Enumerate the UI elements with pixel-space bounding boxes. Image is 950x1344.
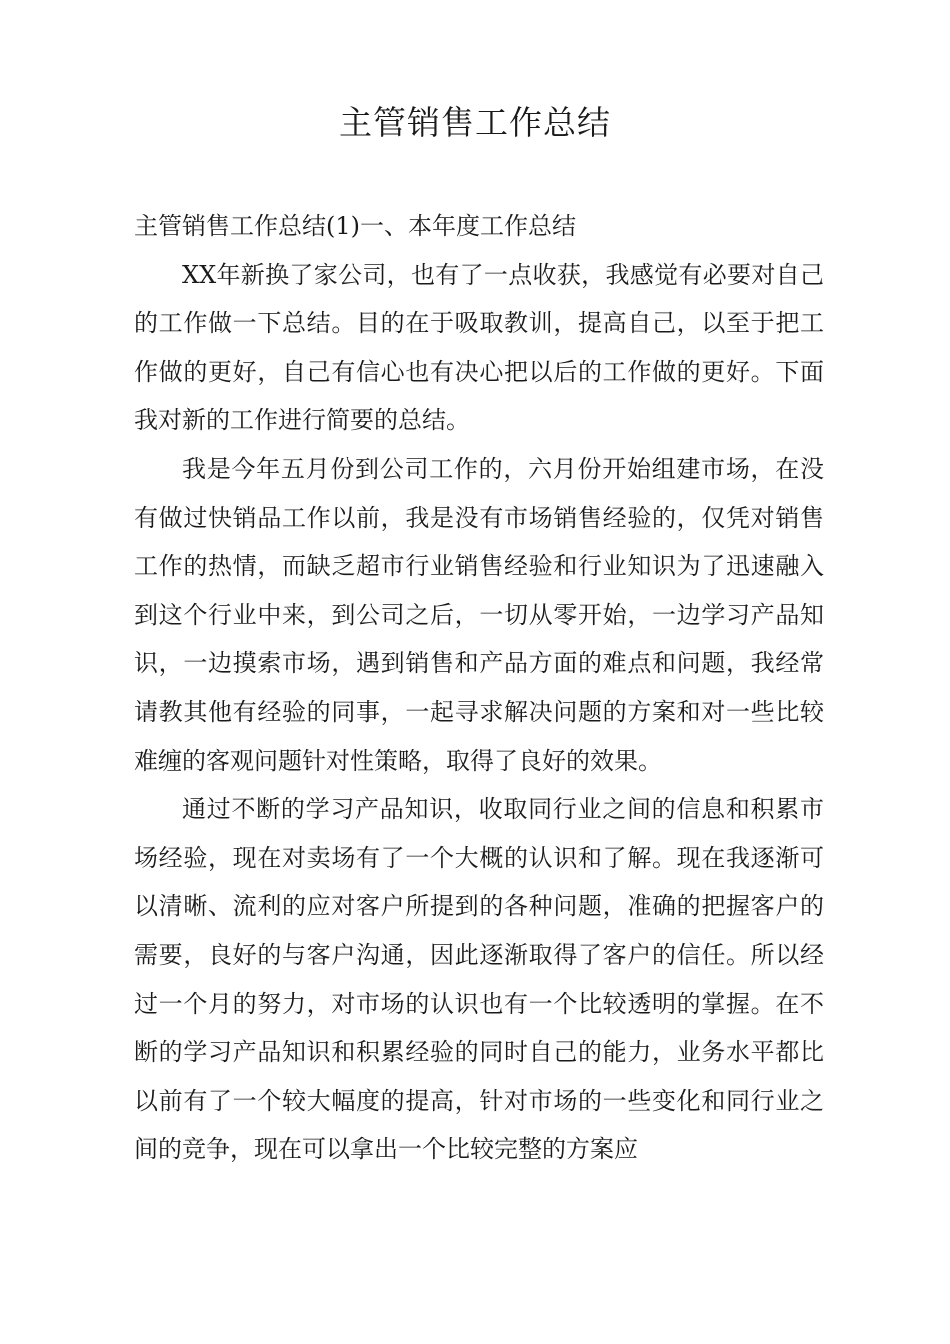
document-body [134,202,824,1174]
paragraph-3: 通过不断的学习产品知识，收取同行业之间的信息和积累市场经验，现在对卖场有了一个大概的认识和了解。现在我逐渐可以清晰、流利的应对客户所提到的各种问题，准确的把握客户的需要，良好的与客户沟通，因此逐渐取得了客户的信任。所以经过一个月的努力，对市场的认识也有一个比较透明的掌握。在不断的学习产品知识和积累经验的同时自己的能力，业务水平都比以前有了一个较大幅度的提高，针对市场的一些变化和同行业之间的竞争，现在可以拿出一个比较完整的方案应 [134,795,824,1164]
section-heading: 主管销售工作总结(1)一、本年度工作总结 [134,212,576,240]
paragraph-1: XX年新换了家公司，也有了一点收获，我感觉有必要对自己的工作做一下总结。目的在于吸取教训，提高自己，以至于把工作做的更好，自己有信心也有决心把以后的工作做的更好。下面我对新的工作进行简要的总结。 [134,260,824,435]
paragraph-2: 我是今年五月份到公司工作的，六月份开始组建市场，在没有做过快销品工作以前，我是没有市场销售经验的，仅凭对销售工作的热情，而缺乏超市行业销售经验和行业知识为了迅速融入到这个行业中来，到公司之后，一切从零开始，一边学习产品知识，一边摸索市场，遇到销售和产品方面的难点和问题，我经常请教其他有经验的同事，一起寻求解决问题的方案和对一些比较难缠的客观问题针对性策略，取得了良好的效果。 [134,454,824,775]
document-title: 主管销售工作总结 [339,103,611,142]
